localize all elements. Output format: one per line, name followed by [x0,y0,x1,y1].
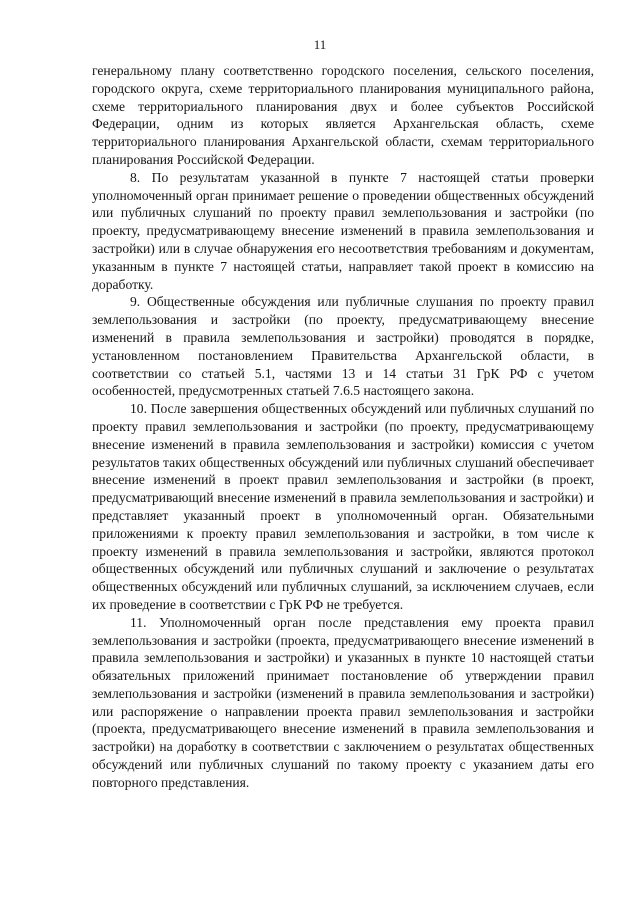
paragraph-item-8: 8. По результатам указанной в пункте 7 настоящей статьи проверки уполномоченный орган принимает решение о проведении общественных обсуждений или публичных слушаний по проекту правил землепользования и застройки (по проекту, предусматривающему внесение изменений в правила землепользования и застройки) или в случае обнаружения его несоответствия требованиям и документам, указанным в пункте 7 настоящей статьи, направляет такой проект в комиссию на доработку. [92,169,594,292]
page-number: 11 [313,37,327,52]
paragraph-item-10: 10. После завершения общественных обсуждений или публичных слушаний по проекту правил землепользования и застройки (по проекту, предусматривающему внесение изменений в правила землепользования и застройки) комиссия с учетом результатов таких общественных обсуждений или публичных слушаний обеспечивает внесение изменений в проект правил землепользования и застройки (в проект, предусматривающий внесение изменений в правила землепользования и застройки) и представляет указанный проект в уполномоченный орган. Обязательными приложениями к проекту правил землепользования и застройки, в том числе к проекту изменений в правила землепользования и застройки, являются протокол общественных обсуждений или публичных слушаний и заключение о результатах общественных обсуждений или публичных слушаний, за исключением случаев, если их проведение в соответствии с ГрК РФ не требуется. [92,401,594,612]
paragraph-item-9: 9. Общественные обсуждения или публичные слушания по проекту правил землепользования и застройки (по проекту, предусматривающему внесение изменений в правила землепользования и застройки) проводятся в порядке, установленном постановлением Правительства Архангельской области, в соответствии со статьей 5.1, частями 13 и 14 статьи 31 ГрК РФ с учетом особенностей, предусмотренных статьей 7.6.5 настоящего закона. [92,294,594,399]
document-body [92,62,594,792]
paragraph-item-11: 11. Уполномоченный орган после представления ему проекта правил землепользования и застройки (проекта, предусматривающего внесение изменений в правила землепользования и застройки) и указанных в пункте 10 настоящей статьи обязательных приложений принимает постановление об утверждении правил землепользования и застройки (изменений в правила землепользования и застройки) или распоряжение о направлении проекта правил землепользования и застройки (проекта, предусматривающего внесение изменений в правила землепользования и застройки) на доработку в соответствии с заключением о результатах общественных обсуждений или публичных слушаний по такому проекту с указанием даты его повторного представления. [92,614,594,790]
paragraph-continuation: генеральному плану соответственно городского поселения, сельского поселения, городского округа, схеме территориального планирования муниципального района, схеме территориального планирования двух и более субъектов Российской Федерации, одним из которых является Архангельская область, схеме территориального планирования Архангельской области, схемам территориального планирования Российской Федерации. [92,63,594,167]
